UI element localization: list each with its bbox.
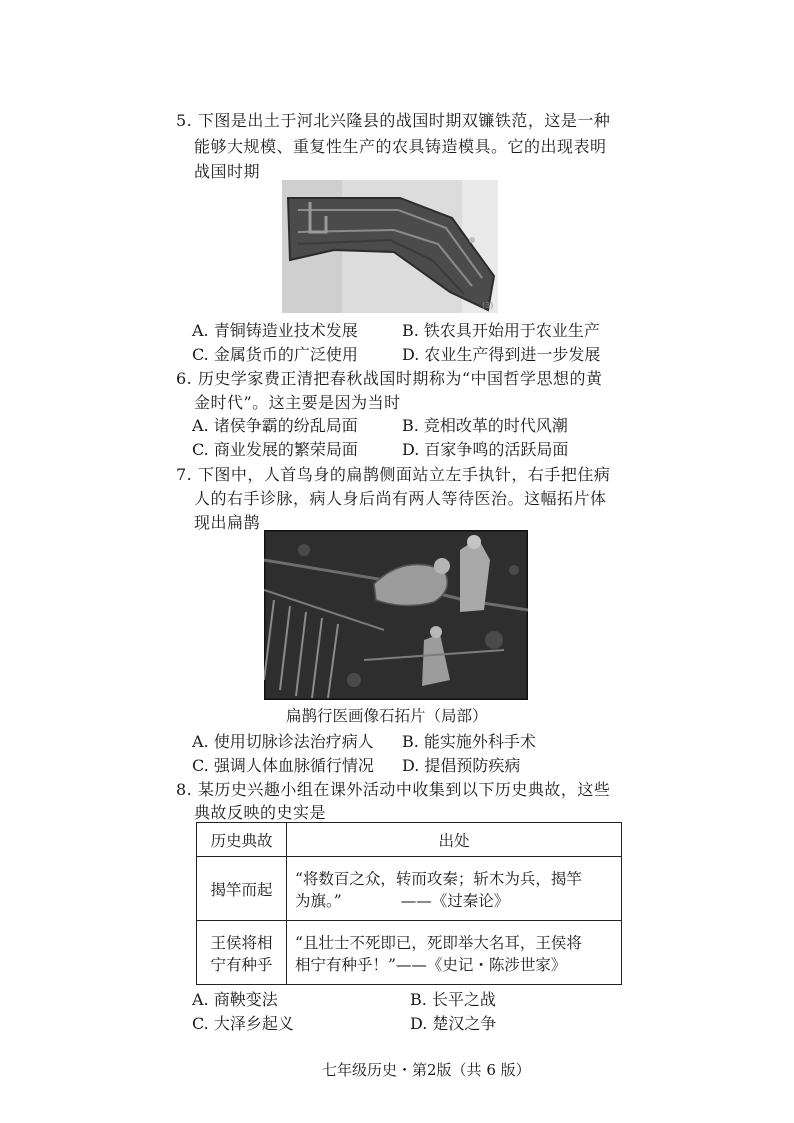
svg-text:(3): (3) (482, 301, 494, 310)
source-line: “将数百之众，转而攻秦；斩木为兵，揭竿 (295, 869, 582, 888)
q8-option-d: D. 楚汉之争 (410, 1014, 497, 1033)
q6-option-a: A. 诸侯争霸的纷乱局面 (192, 416, 358, 435)
allusion-name-cell (197, 921, 287, 985)
q8-option-c: C. 大泽乡起义 (192, 1014, 294, 1033)
q6-line-1: 6. 历史学家费正清把春秋战国时期称为“中国哲学思想的黄 (176, 369, 603, 388)
iron-mold-photo (282, 180, 498, 313)
source-line: 为旗。” ——《过秦论》 (295, 891, 510, 910)
bianque-rubbing-photo (264, 530, 528, 700)
q8-line-2: 典故反映的史实是 (194, 803, 327, 822)
q5-line-2: 能够大规模、重复性生产的农具铸造模具。它的出现表明 (194, 137, 607, 156)
table-header-row (197, 823, 622, 857)
bianque-rubbing-illustration (264, 530, 528, 700)
q6-option-b: B. 竞相改革的时代风潮 (402, 416, 568, 435)
q8-line-1: 8. 某历史兴趣小组在课外活动中收集到以下历史典故，这些 (176, 780, 611, 799)
page-footer: 七年级历史・第2版（共 6 版） (322, 1061, 531, 1079)
q7-line-1: 7. 下图中，人首鸟身的扁鹊侧面站立左手执针，右手把住病 (176, 465, 611, 484)
q5-option-b: B. 铁农具开始用于农业生产 (402, 321, 600, 340)
allusion-name: 宁有种乎 (210, 955, 273, 974)
q7-option-c: C. 强调人体血脉循行情况 (192, 756, 374, 775)
q5-option-c: C. 金属货币的广泛使用 (192, 345, 358, 364)
q8-option-a: A. 商鞅变法 (192, 990, 278, 1009)
source-line: “且壮士不死即已，死即举大名耳，王侯将 (295, 933, 582, 952)
q7-option-d: D. 提倡预防疾病 (402, 756, 521, 775)
q8-option-b: B. 长平之战 (410, 990, 496, 1009)
header-source: 出处 (287, 823, 622, 857)
q6-option-c: C. 商业发展的繁荣局面 (192, 440, 358, 459)
allusion-table (196, 822, 622, 985)
q5-line-3: 战国时期 (194, 162, 261, 181)
q7-option-a: A. 使用切脉诊法治疗病人 (192, 732, 374, 751)
q7-option-b: B. 能实施外科手术 (402, 732, 536, 751)
allusion-source-cell (287, 857, 622, 921)
header-allusion: 历史典故 (197, 823, 287, 857)
rubbing-caption: 扁鹊行医画像石拓片（局部） (286, 707, 488, 725)
q5-line-1: 5. 下图是出土于河北兴隆县的战国时期双镰铁范，这是一种 (176, 111, 611, 130)
q7-line-2: 人的右手诊脉，病人身后尚有两人等待医治。这幅拓片体 (194, 489, 607, 508)
q6-line-2: 金时代”。这主要是因为当时 (194, 393, 401, 412)
allusion-name: 揭竿而起 (210, 880, 273, 899)
allusion-name: 王侯将相 (210, 933, 273, 952)
q5-option-a: A. 青铜铸造业技术发展 (192, 321, 358, 340)
q5-option-d: D. 农业生产得到进一步发展 (402, 345, 601, 364)
allusion-name-cell (197, 857, 287, 921)
iron-mold-illustration (282, 180, 498, 313)
table-row (197, 921, 622, 985)
allusion-source-cell (287, 921, 622, 985)
q6-option-d: D. 百家争鸣的活跃局面 (402, 440, 569, 459)
source-line: 相宁有种乎！”——《史记・陈涉世家》 (295, 955, 567, 974)
q7-line-3: 现出扁鹊 (194, 513, 261, 532)
table-row (197, 857, 622, 921)
